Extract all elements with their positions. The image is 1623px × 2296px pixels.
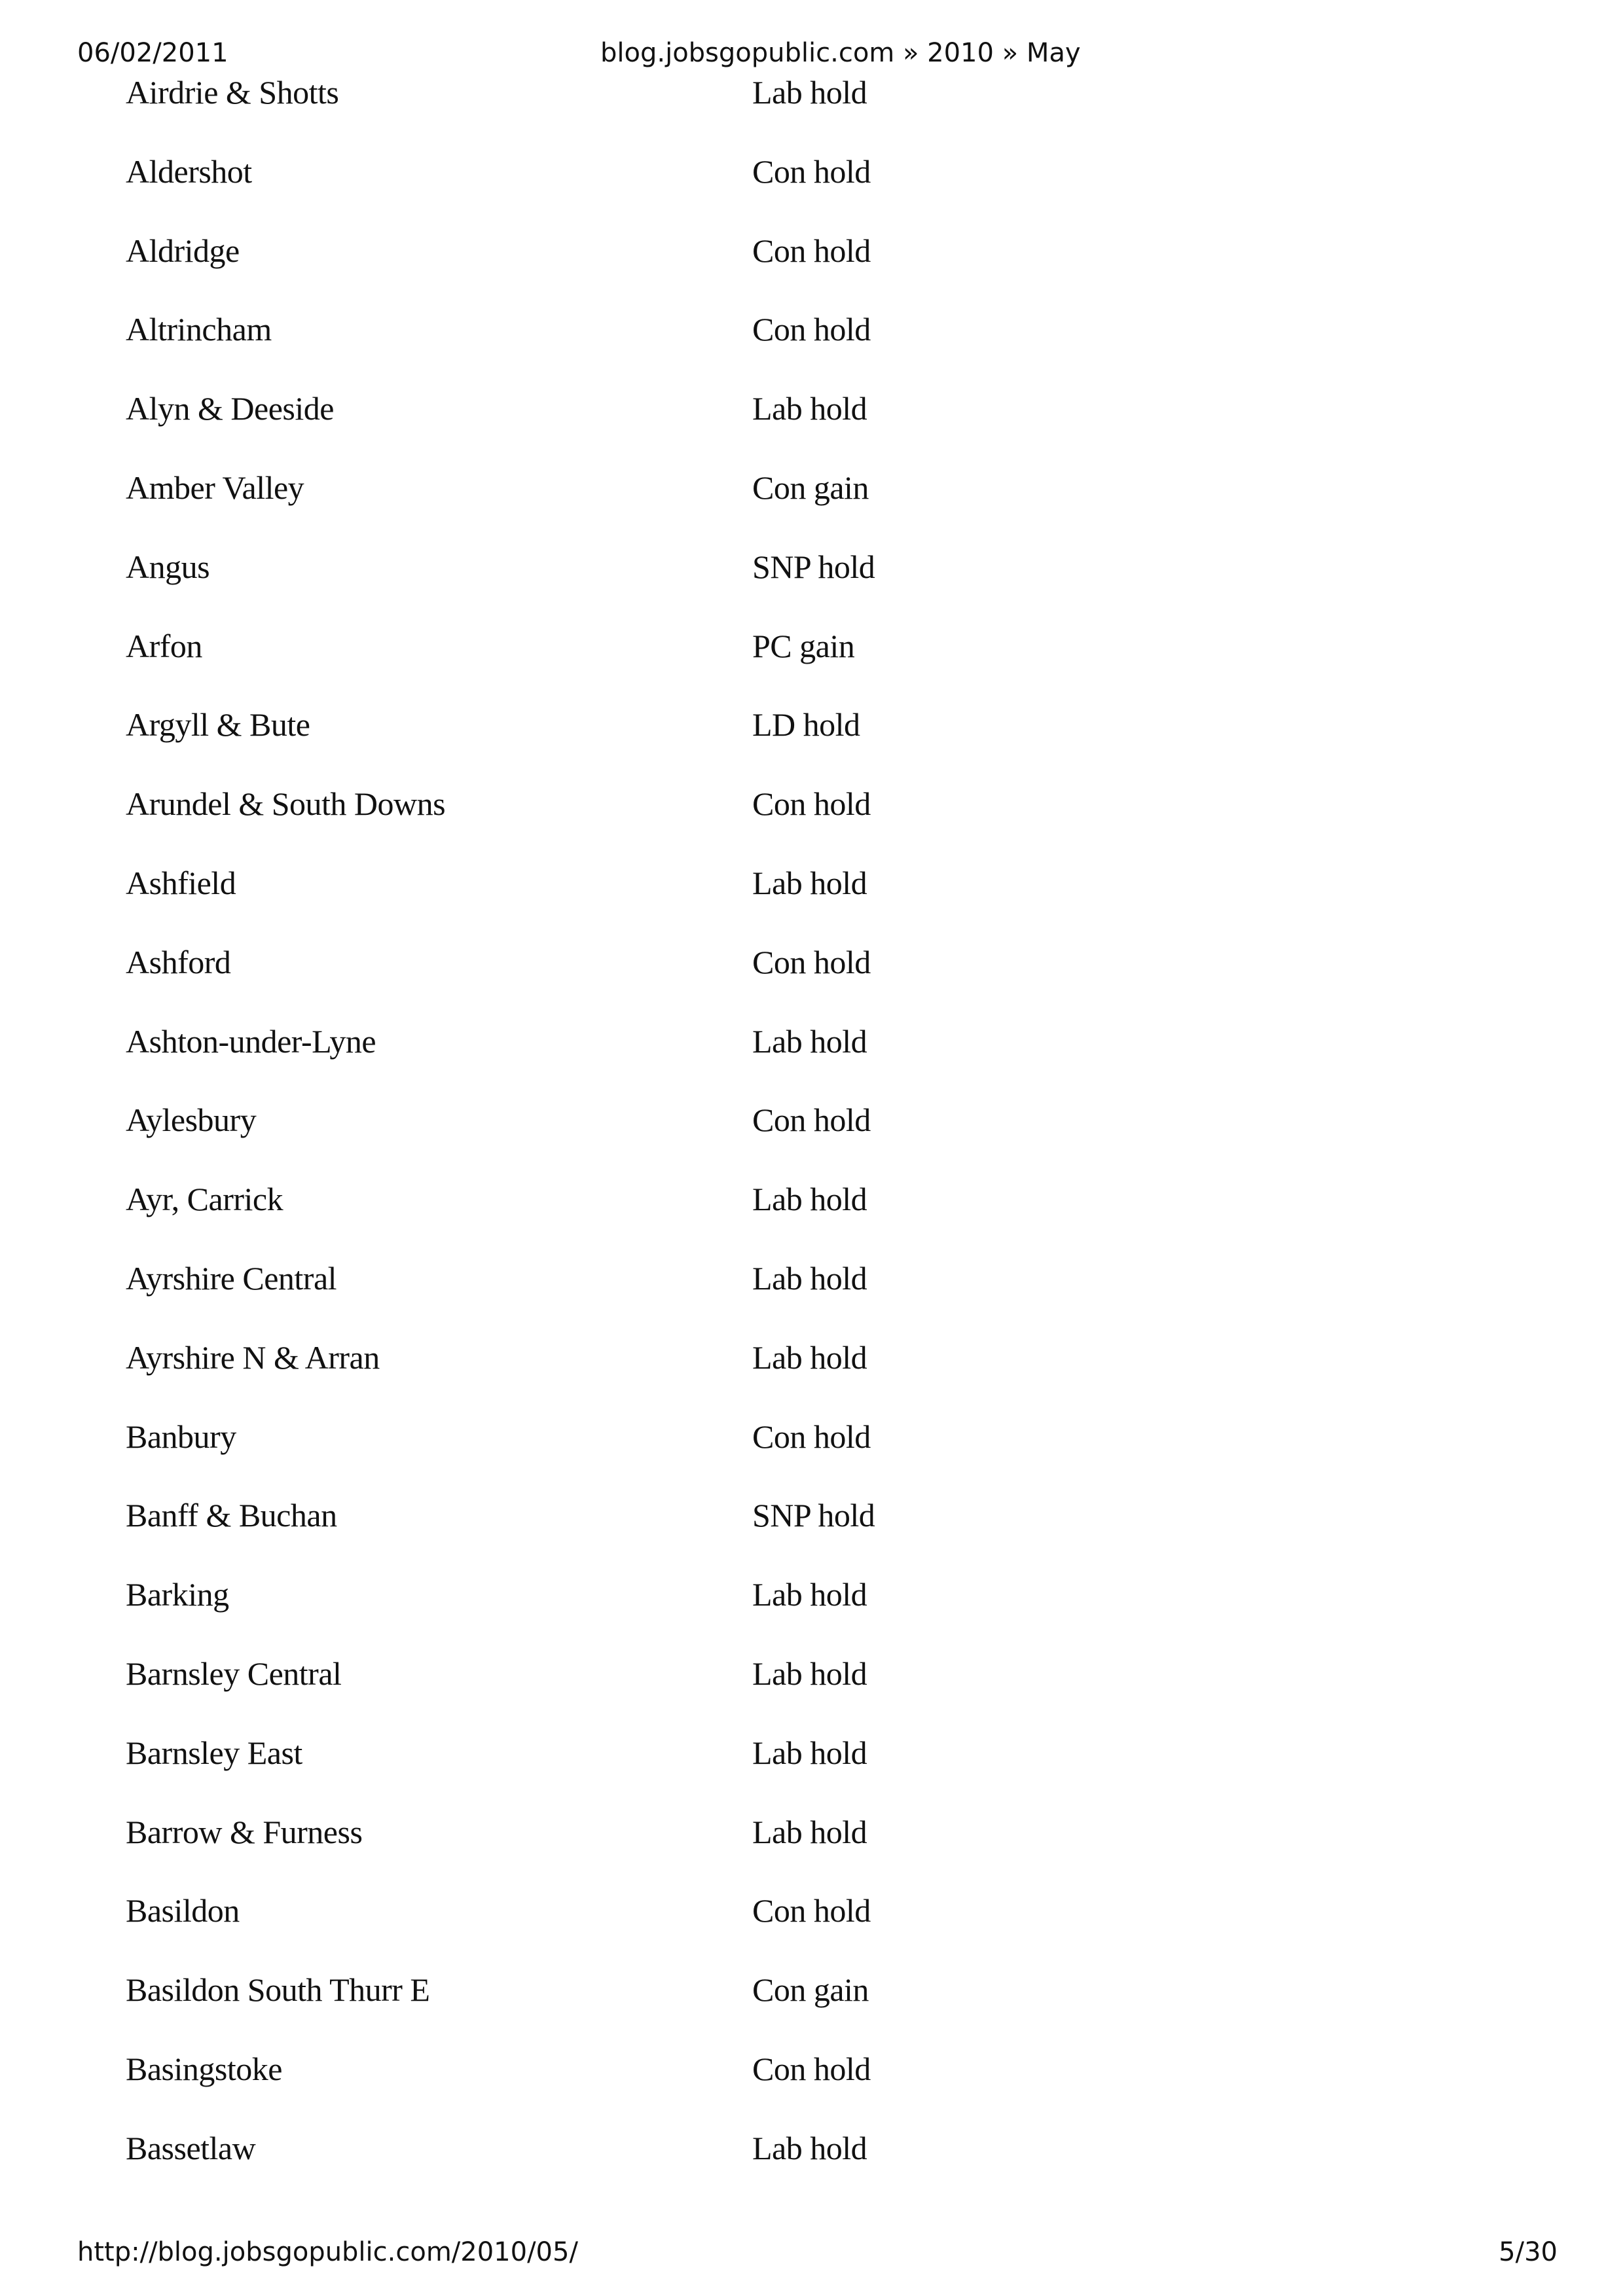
table-row <box>126 1971 1304 2050</box>
constituency-name: Barnsley East <box>126 1734 302 1771</box>
table-row <box>126 627 1304 706</box>
constituency-name: Banff & Buchan <box>126 1497 337 1534</box>
election-result: Con hold <box>752 311 871 348</box>
election-result: Con hold <box>752 943 871 980</box>
constituency-name: Bassetlaw <box>126 2129 256 2166</box>
constituency-name: Arfon <box>126 627 202 664</box>
constituency-name: Ayrshire N & Arran <box>126 1338 380 1376</box>
election-result: PC gain <box>752 627 855 664</box>
election-result: Lab hold <box>752 1576 867 1613</box>
constituency-name: Airdrie & Shotts <box>126 74 339 111</box>
constituency-name: Ayr, Carrick <box>126 1181 283 1218</box>
election-result: SNP hold <box>752 1497 875 1534</box>
constituency-name: Amber Valley <box>126 469 304 506</box>
constituency-name: Alyn & Deeside <box>126 390 334 427</box>
print-date: 06/02/2011 <box>77 38 228 68</box>
election-result: Lab hold <box>752 1338 867 1376</box>
table-row <box>126 1734 1304 1813</box>
table-row <box>126 1101 1304 1180</box>
table-row <box>126 389 1304 469</box>
table-row <box>126 469 1304 548</box>
election-result: SNP hold <box>752 548 875 585</box>
election-result: Lab hold <box>752 1259 867 1297</box>
page-footer <box>0 2237 1623 2276</box>
election-result: Lab hold <box>752 864 867 901</box>
election-result: Lab hold <box>752 1813 867 1850</box>
table-row <box>126 1338 1304 1418</box>
election-result: Lab hold <box>752 2129 867 2166</box>
constituency-name: Ashford <box>126 943 231 980</box>
results-table <box>126 73 1304 2208</box>
election-result: Con hold <box>752 1418 871 1455</box>
election-result: Con gain <box>752 1971 869 2009</box>
election-result: Lab hold <box>752 74 867 111</box>
election-result: Con hold <box>752 1892 871 1929</box>
constituency-name: Barrow & Furness <box>126 1813 363 1850</box>
table-row <box>126 943 1304 1022</box>
constituency-name: Argyll & Bute <box>126 706 310 744</box>
table-row <box>126 1575 1304 1655</box>
constituency-name: Basingstoke <box>126 2050 282 2087</box>
constituency-name: Ashton-under-Lyne <box>126 1022 376 1060</box>
table-row <box>126 1022 1304 1102</box>
election-result: Con hold <box>752 152 871 190</box>
constituency-name: Aldridge <box>126 232 240 269</box>
table-row <box>126 1259 1304 1338</box>
constituency-name: Aylesbury <box>126 1102 257 1139</box>
election-result: Lab hold <box>752 1181 867 1218</box>
table-row <box>126 1180 1304 1259</box>
table-row <box>126 310 1304 389</box>
table-row <box>126 73 1304 152</box>
table-row <box>126 548 1304 627</box>
table-row <box>126 1813 1304 1892</box>
table-row <box>126 1496 1304 1575</box>
election-result: LD hold <box>752 706 860 744</box>
table-row <box>126 706 1304 785</box>
election-result: Con hold <box>752 232 871 269</box>
table-row <box>126 2050 1304 2129</box>
constituency-name: Basildon South Thurr E <box>126 1971 430 2009</box>
page-title: blog.jobsgopublic.com » 2010 » May <box>600 38 1081 68</box>
table-row <box>126 1892 1304 1971</box>
election-result: Lab hold <box>752 1655 867 1692</box>
constituency-name: Arundel & South Downs <box>126 785 446 823</box>
table-row <box>126 864 1304 943</box>
election-result: Con hold <box>752 2050 871 2087</box>
table-row <box>126 785 1304 864</box>
election-result: Con gain <box>752 469 869 506</box>
page-number: 5/30 <box>1499 2237 1558 2267</box>
election-result: Lab hold <box>752 1022 867 1060</box>
election-result: Lab hold <box>752 1734 867 1771</box>
election-result: Con hold <box>752 1102 871 1139</box>
constituency-name: Altrincham <box>126 311 272 348</box>
constituency-name: Basildon <box>126 1892 240 1929</box>
constituency-name: Angus <box>126 548 210 585</box>
constituency-name: Ayrshire Central <box>126 1259 337 1297</box>
constituency-name: Aldershot <box>126 152 252 190</box>
election-result: Con hold <box>752 785 871 823</box>
constituency-name: Barking <box>126 1576 229 1613</box>
table-row <box>126 232 1304 311</box>
page-header <box>0 38 1623 77</box>
constituency-name: Banbury <box>126 1418 236 1455</box>
constituency-name: Barnsley Central <box>126 1655 342 1692</box>
table-row <box>126 2129 1304 2208</box>
table-row <box>126 1655 1304 1734</box>
source-url: http://blog.jobsgopublic.com/2010/05/ <box>77 2237 578 2267</box>
table-row <box>126 152 1304 232</box>
table-row <box>126 1418 1304 1497</box>
constituency-name: Ashfield <box>126 864 236 901</box>
election-result: Lab hold <box>752 390 867 427</box>
